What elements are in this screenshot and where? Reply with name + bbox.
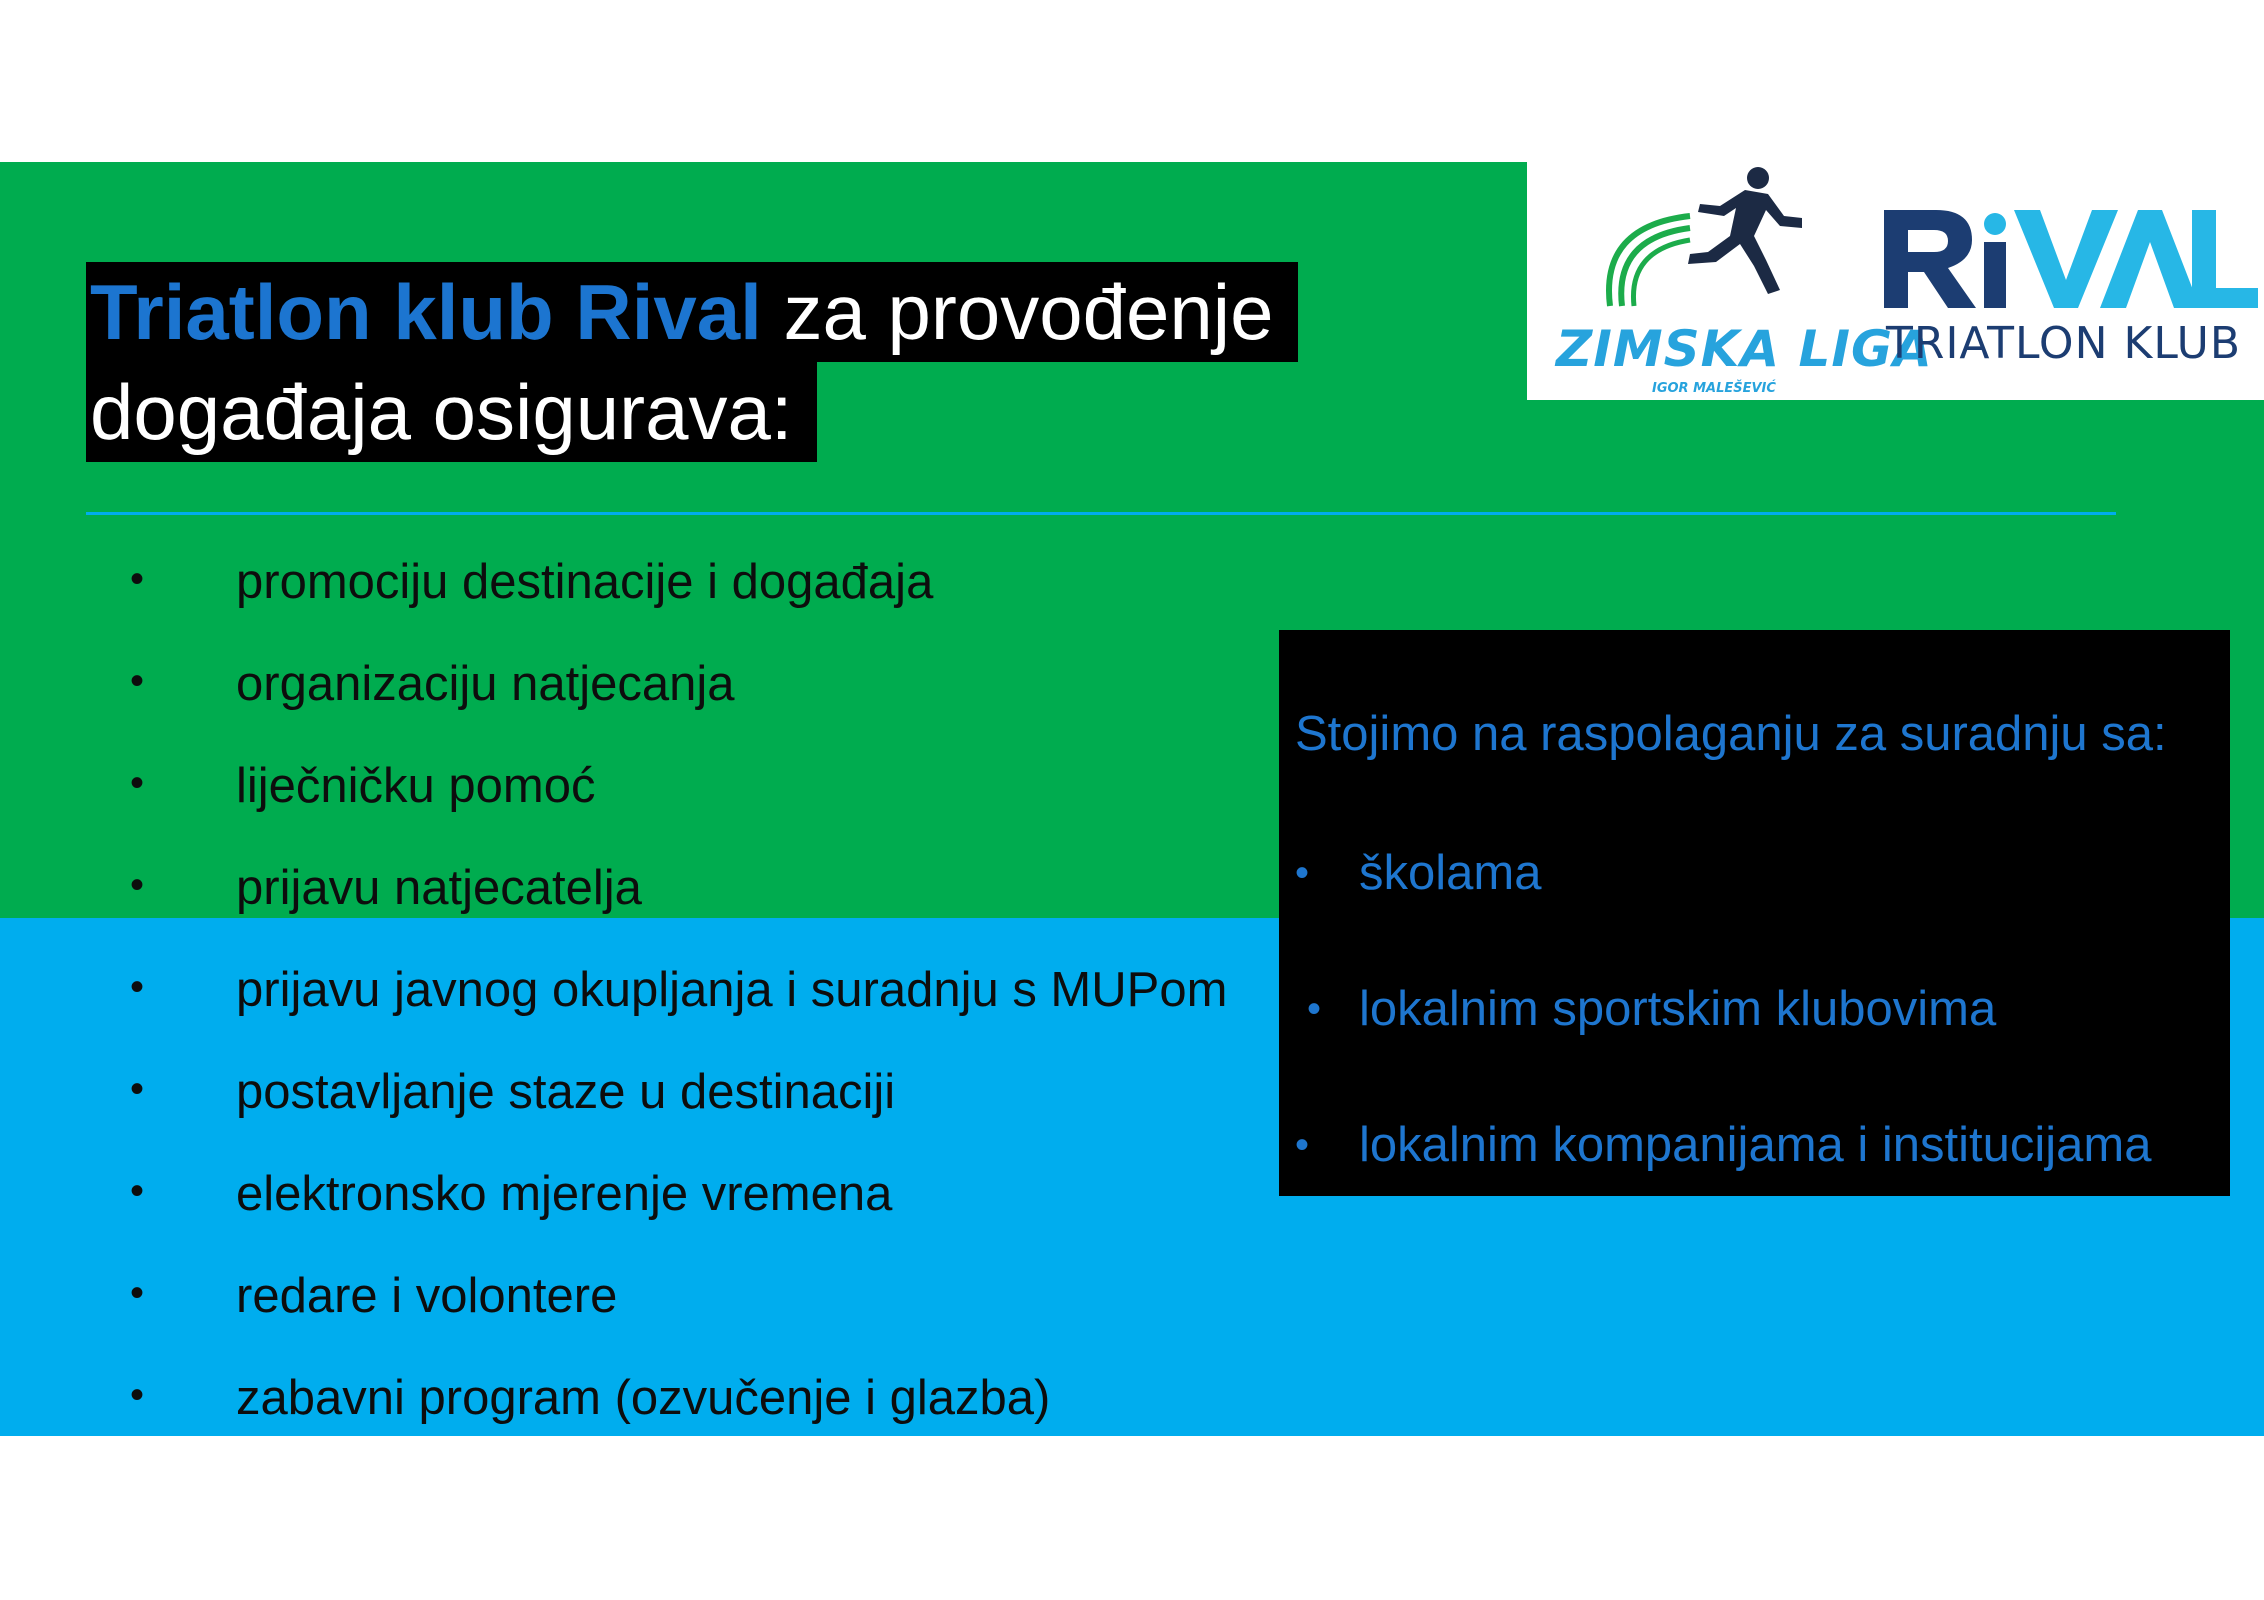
services-list	[130, 549, 1227, 1467]
title-club-name: Triatlon klub Rival	[90, 268, 762, 356]
bullet-icon: •	[130, 557, 145, 601]
bullet-icon: •	[130, 761, 145, 805]
list-item	[130, 957, 1227, 1059]
service-text: liječničku pomoć	[236, 759, 596, 813]
bullet-icon: •	[130, 1067, 145, 1111]
bullet-icon: •	[1295, 851, 1310, 895]
cooperation-title: Stojimo na raspolaganju za suradnju sa:	[1295, 707, 2167, 761]
bullet-icon: •	[130, 863, 145, 907]
service-text: promociju destinacije i događaja	[236, 555, 934, 609]
list-item	[130, 753, 1227, 855]
service-text: redare i volontere	[236, 1269, 618, 1323]
bullet-icon: •	[130, 1169, 145, 1213]
zimska-liga-subtitle: IGOR MALEŠEVIĆ	[1652, 381, 1776, 396]
service-text: organizaciju natjecanja	[236, 657, 735, 711]
service-text: zabavni program (ozvučenje i glazba)	[236, 1371, 1051, 1425]
service-text: postavljanje staze u destinaciji	[236, 1065, 896, 1119]
list-item	[1295, 976, 2151, 1112]
list-item	[130, 1263, 1227, 1365]
title-rest: za provođenje	[761, 268, 1274, 356]
list-item	[130, 651, 1227, 753]
list-item	[1295, 1112, 2151, 1248]
list-item	[130, 1161, 1227, 1263]
zimska-liga-wordmark: ZIMSKA LIGA	[1556, 320, 1933, 378]
service-text: elektronsko mjerenje vremena	[236, 1167, 893, 1221]
service-text: prijavu javnog okupljanja i suradnju s MUPom	[236, 963, 1228, 1017]
cooperation-item: lokalnim kompanijama i institucijama	[1359, 1118, 2152, 1172]
bullet-icon: •	[130, 1373, 145, 1417]
cooperation-item: lokalnim sportskim klubovima	[1359, 982, 1997, 1036]
title-line-1	[86, 262, 1298, 362]
page-title	[86, 262, 1298, 462]
title-line-2: događaja osigurava:	[86, 362, 817, 462]
cooperation-item: školama	[1359, 846, 1542, 900]
list-item	[1295, 840, 2151, 976]
bullet-icon: •	[1307, 987, 1322, 1031]
bullet-icon: •	[130, 1271, 145, 1315]
bullet-icon: •	[1295, 1123, 1310, 1167]
bullet-icon: •	[130, 965, 145, 1009]
service-text: prijavu natjecatelja	[236, 861, 642, 915]
list-item	[130, 549, 1227, 651]
list-item	[130, 1365, 1227, 1467]
list-item	[130, 1059, 1227, 1161]
rival-subtitle: TRIATLON KLUB	[1886, 318, 2242, 369]
cooperation-box	[1279, 630, 2230, 1196]
cooperation-list	[1295, 840, 2151, 1248]
bullet-icon: •	[130, 659, 145, 703]
title-divider	[86, 512, 2116, 515]
list-item	[130, 855, 1227, 957]
